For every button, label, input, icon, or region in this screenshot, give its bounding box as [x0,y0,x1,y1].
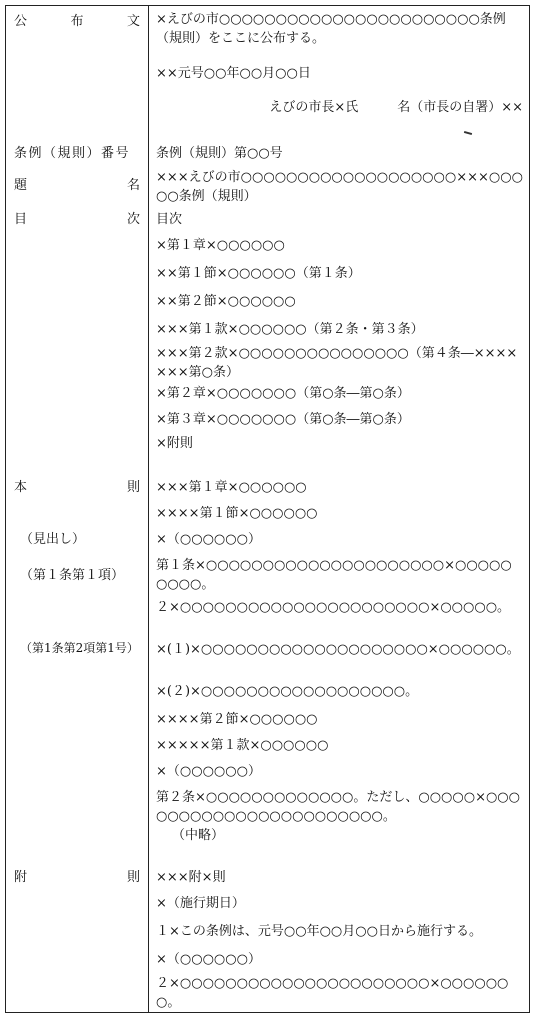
main-line: ２×○○○○○○○○○○○○○○○○○○○○○○×○○○○○。 [156,600,511,615]
label-char: 文 [126,14,140,29]
main-line: ××××第２節×○○○○○○ [156,712,318,727]
main-line: ×××第１章×○○○○○○ [156,480,307,495]
column-divider [148,6,149,1012]
toc-line: ××第２節×○○○○○○ [156,294,296,309]
label-char: 則 [126,480,140,495]
label-heading: （見出し） [20,532,86,547]
main-line: ×××××第１款×○○○○○○ [156,738,329,753]
ordinance-number: 条例（規則）第○○号 [156,146,283,161]
label-number [14,144,140,164]
supplementary-line: １×この条例は、元号○○年○○月○○日から施行する。 [156,924,482,939]
label-article1-para1: （第１条第１項） [20,568,125,583]
promulgation-text: ×えびの市○○○○○○○○○○○○○○○○○○○○○○○条例（規則）をここに公布する。 [156,12,506,46]
label-char: 題 [14,178,28,193]
label-char: 目 [14,212,28,227]
toc-line: ××第１節×○○○○○○（第１条） [156,266,361,281]
toc-line: 目次 [156,212,183,227]
toc-line: ×××第１款×○○○○○○（第２条・第３条） [156,322,424,337]
promulgation-signature: えびの市長×氏 名（市長の自署）×× [269,100,523,115]
label-supplementary [14,868,140,888]
toc-line: ×第１章×○○○○○○ [156,238,285,253]
label-char: 名 [126,178,140,193]
label-char: 則 [126,870,140,885]
main-line: ×(１)×○○○○○○○○○○○○○○○○○○○○×○○○○○○。 [156,642,520,657]
promulgation-date: ××元号○○年○○月○○日 [156,66,311,81]
signature-mark [464,131,472,135]
label-char: 附 [14,870,28,885]
label-main [14,478,140,498]
statute-form-table [5,5,530,1013]
label-text: 条例（規則）番号 [14,146,131,161]
label-toc [14,210,140,230]
main-line: ×(２)×○○○○○○○○○○○○○○○○○○。 [156,684,419,699]
toc-line: ×第２章×○○○○○○○（第○条―第○条） [156,386,410,401]
main-line: ××××第１節×○○○○○○ [156,506,318,521]
toc-line: ×第３章×○○○○○○○（第○条―第○条） [156,412,410,427]
supplementary-line: ２×○○○○○○○○○○○○○○○○○○○○○○×○○○○○○○。 [156,976,509,1010]
supplementary-line: ×（施行期日） [156,896,245,911]
main-line: ×（○○○○○○） [156,532,261,547]
main-line: 第１条×○○○○○○○○○○○○○○○○○○○○○×○○○○○○○○○。 [156,558,512,592]
omission-note: （中略） [172,828,225,843]
label-article1-para2-item1: （第1条第2項第1号） [20,641,139,655]
supplementary-line: ×××附×則 [156,870,226,885]
label-title [14,176,140,196]
label-char: 公 [14,14,28,29]
label-promulgation [14,12,140,32]
label-char: 布 [70,14,84,29]
main-line: ×（○○○○○○） [156,764,261,779]
toc-line: ×××第２款×○○○○○○○○○○○○○○○（第４条―×××××××第○条） [156,346,518,380]
label-char: 本 [14,480,28,495]
supplementary-line: ×（○○○○○○） [156,952,261,967]
ordinance-title: ×××えびの市○○○○○○○○○○○○○○○○○○○×××○○○○○条例（規則） [156,170,523,204]
toc-line: ×附則 [156,436,193,451]
main-line: 第２条×○○○○○○○○○○○○○。ただし、○○○○○×○○○○○○○○○○○○○○○○○○○○○○○。 [156,790,520,824]
label-char: 次 [126,212,140,227]
